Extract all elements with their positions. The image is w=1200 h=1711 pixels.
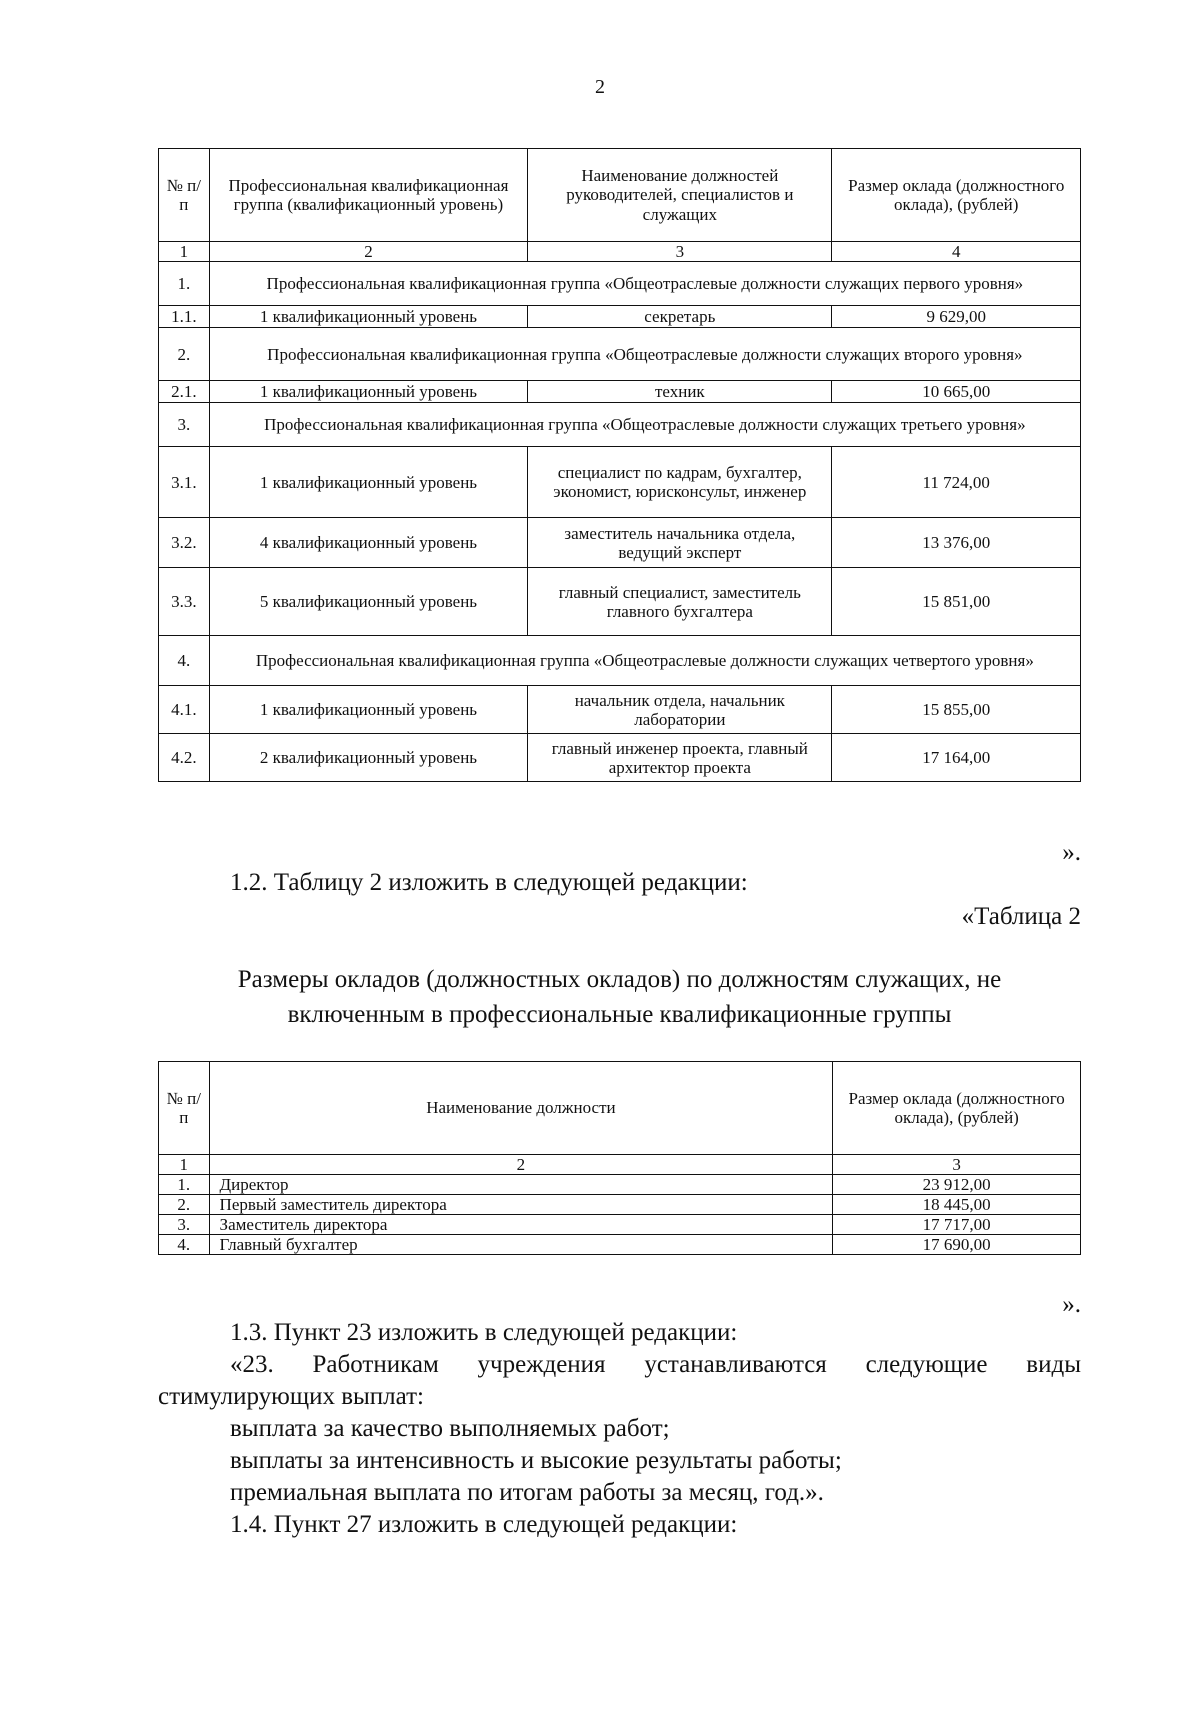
row-number: 3.2.: [159, 518, 210, 568]
row-number: 2.1.: [159, 381, 210, 403]
qualification-level: 4 квалификационный уровень: [209, 518, 527, 568]
column-header: Наименование должностей руководителей, специалистов и служащих: [528, 149, 832, 242]
list-item-bonus: премиальная выплата по итогам работы за месяц, год.».: [230, 1479, 824, 1506]
salary-value: 23 912,00: [833, 1175, 1081, 1195]
salary-value: 9 629,00: [832, 306, 1081, 328]
table-row: [159, 381, 1081, 403]
column-number: 2: [209, 1155, 833, 1175]
row-number: 4.1.: [159, 686, 210, 734]
salary-value: 15 855,00: [832, 686, 1081, 734]
qualification-level: 1 квалификационный уровень: [209, 447, 527, 518]
qualification-level: 1 квалификационный уровень: [209, 686, 527, 734]
column-header: Размер оклада (должностного оклада), (рублей): [832, 149, 1081, 242]
item-1-2: 1.2. Таблицу 2 изложить в следующей редакции:: [230, 869, 748, 896]
salary-value: 17 717,00: [833, 1215, 1081, 1235]
row-number: 3.3.: [159, 568, 210, 636]
item-1-4: 1.4. Пункт 27 изложить в следующей редакции:: [230, 1511, 738, 1538]
salary-table-qualification-groups: [158, 148, 1081, 782]
salary-value: 18 445,00: [833, 1195, 1081, 1215]
table-header-row: [159, 1062, 1081, 1155]
column-number-row: [159, 1155, 1081, 1175]
item-1-3: 1.3. Пункт 23 изложить в следующей редакции:: [230, 1319, 738, 1346]
position-name: Главный бухгалтер: [209, 1235, 833, 1255]
row-number: 3.: [159, 403, 210, 447]
table-row: [159, 1215, 1081, 1235]
salary-table-other-positions: [158, 1061, 1081, 1255]
table-row: [159, 734, 1081, 782]
position-name: Первый заместитель директора: [209, 1195, 833, 1215]
position-names: главный инженер проекта, главный архитектор проекта: [528, 734, 832, 782]
salary-value: 10 665,00: [832, 381, 1081, 403]
column-header: Размер оклада (должностного оклада), (рублей): [833, 1062, 1081, 1155]
table-row: [159, 568, 1081, 636]
column-header: № п/п: [159, 149, 210, 242]
position-names: техник: [528, 381, 832, 403]
group-row: [159, 636, 1081, 686]
table2-title-line1: Размеры окладов (должностных окладов) по должностям служащих, не: [237, 966, 1002, 993]
paragraph-23-line2: стимулирующих выплат:: [158, 1383, 424, 1410]
position-names: специалист по кадрам, бухгалтер, экономист, юрисконсульт, инженер: [528, 447, 832, 518]
table2-title-line2: включенным в профессиональные квалификационные группы: [287, 1001, 952, 1028]
column-header: Профессиональная квалификационная группа (квалификационный уровень): [209, 149, 527, 242]
group-title: Профессиональная квалификационная группа «Общеотраслевые должности служащих третьего уровня»: [209, 403, 1080, 447]
table-row: [159, 447, 1081, 518]
group-row: [159, 262, 1081, 306]
column-header: Наименование должности: [209, 1062, 833, 1155]
list-item-quality: выплата за качество выполняемых работ;: [230, 1415, 670, 1442]
row-number: 3.: [159, 1215, 210, 1235]
group-row: [159, 328, 1081, 381]
table2-closing-quote: ».: [1062, 1291, 1081, 1318]
row-number: 1.: [159, 262, 210, 306]
column-number: 1: [159, 242, 210, 262]
position-name: Заместитель директора: [209, 1215, 833, 1235]
row-number: 4.: [159, 1235, 210, 1255]
row-number: 1.: [159, 1175, 210, 1195]
table2-label: «Таблица 2: [961, 903, 1081, 930]
paragraph-23-line1: «23. Работникам учреждения устанавливаются следующие виды: [230, 1351, 1081, 1378]
row-number: 2.: [159, 1195, 210, 1215]
qualification-level: 2 квалификационный уровень: [209, 734, 527, 782]
row-number: 4.: [159, 636, 210, 686]
table1-closing-quote: ».: [1062, 839, 1081, 866]
row-number: 2.: [159, 328, 210, 381]
qualification-level: 1 квалификационный уровень: [209, 306, 527, 328]
table-row: [159, 1175, 1081, 1195]
row-number: 3.1.: [159, 447, 210, 518]
position-name: Директор: [209, 1175, 833, 1195]
salary-value: 15 851,00: [832, 568, 1081, 636]
group-title: Профессиональная квалификационная группа «Общеотраслевые должности служащих первого уровня»: [209, 262, 1080, 306]
table-header-row: [159, 149, 1081, 242]
row-number: 1.1.: [159, 306, 210, 328]
salary-value: 17 690,00: [833, 1235, 1081, 1255]
salary-value: 17 164,00: [832, 734, 1081, 782]
row-number: 4.2.: [159, 734, 210, 782]
position-names: заместитель начальника отдела, ведущий эксперт: [528, 518, 832, 568]
position-names: главный специалист, заместитель главного бухгалтера: [528, 568, 832, 636]
column-header: № п/п: [159, 1062, 210, 1155]
table-row: [159, 686, 1081, 734]
salary-value: 13 376,00: [832, 518, 1081, 568]
column-number-row: [159, 242, 1081, 262]
position-names: секретарь: [528, 306, 832, 328]
position-names: начальник отдела, начальник лаборатории: [528, 686, 832, 734]
column-number: 4: [832, 242, 1081, 262]
qualification-level: 1 квалификационный уровень: [209, 381, 527, 403]
table-row: [159, 306, 1081, 328]
qualification-level: 5 квалификационный уровень: [209, 568, 527, 636]
page-number: 2: [595, 76, 605, 98]
group-title: Профессиональная квалификационная группа «Общеотраслевые должности служащих второго уровня»: [209, 328, 1080, 381]
table-row: [159, 1195, 1081, 1215]
column-number: 3: [833, 1155, 1081, 1175]
salary-value: 11 724,00: [832, 447, 1081, 518]
table-row: [159, 1235, 1081, 1255]
column-number: 1: [159, 1155, 210, 1175]
column-number: 2: [209, 242, 527, 262]
list-item-intensity: выплаты за интенсивность и высокие результаты работы;: [230, 1447, 842, 1474]
group-row: [159, 403, 1081, 447]
group-title: Профессиональная квалификационная группа «Общеотраслевые должности служащих четвертого уровня»: [209, 636, 1080, 686]
table-row: [159, 518, 1081, 568]
column-number: 3: [528, 242, 832, 262]
